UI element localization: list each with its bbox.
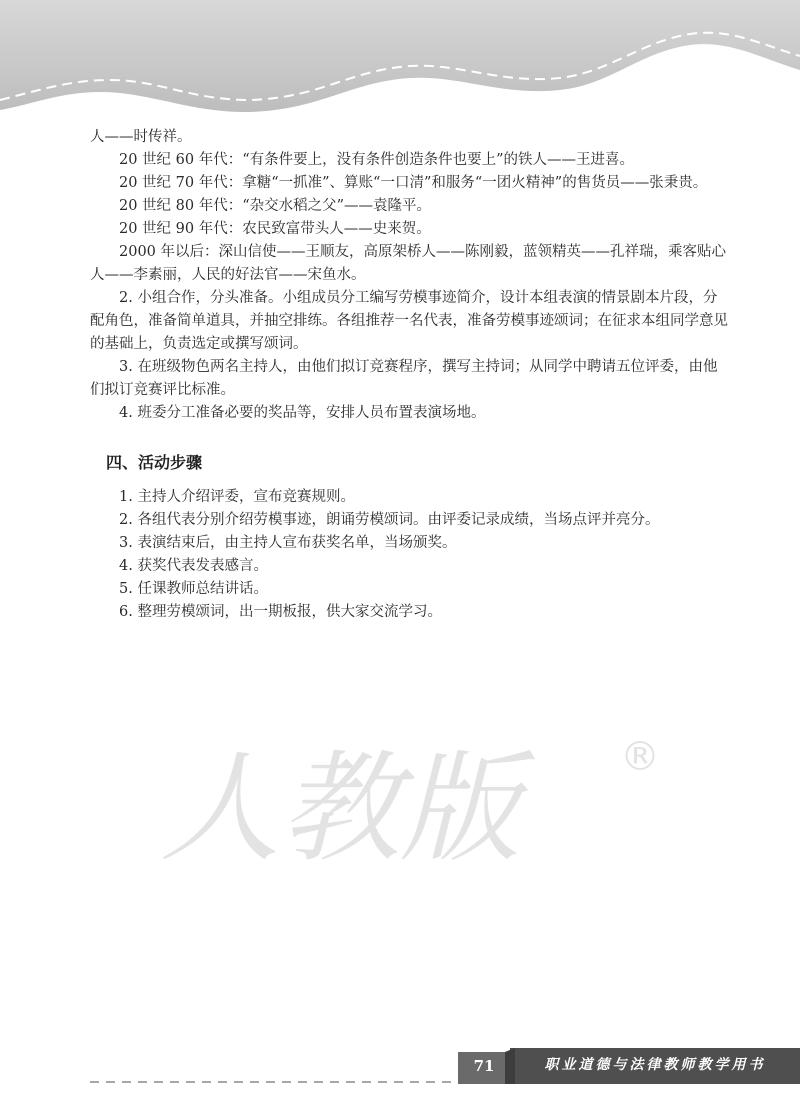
paragraph-2000s: 2000 年以后：深山信使——王顺友，高原架桥人——陈刚毅，蓝领精英——孔祥瑞，乘客贴心人——李素丽，人民的好法官——宋鱼水。 xyxy=(90,244,727,283)
paragraph-prep-2: 2. 小组合作，分头准备。小组成员分工编写劳模事迹简介，设计本组表演的情景剧本片段，分配角色，准备简单道具，并抽空排练。各组推荐一名代表，准备劳模事迹颂词；在征求本组同学意见的基础上，负责选定或撰写颂词。 xyxy=(90,290,728,352)
paragraph-1990s: 20 世纪 90 年代：农民致富带头人——史来贺。 xyxy=(119,221,431,237)
registered-mark: ® xyxy=(620,734,660,780)
page-number: 71 xyxy=(473,1057,495,1075)
step-item: 6. 整理劳模颂词，出一期板报，供大家交流学习。 xyxy=(119,604,442,620)
paragraph-prep-3: 3. 在班级物色两名主持人，由他们拟订竞赛程序，撰写主持词；从同学中聘请五位评委，由他们拟订竞赛评比标准。 xyxy=(90,359,718,398)
header-wave-decoration xyxy=(0,0,800,125)
paragraph-continuation: 人——时传祥。 xyxy=(90,129,192,145)
watermark-text: 人教版 xyxy=(160,740,520,879)
step-item: 5. 任课教师总结讲话。 xyxy=(119,581,268,597)
paragraph-1970s: 20 世纪 70 年代：拿糖“一抓准”、算账“一口清”和服务“一团火精神”的售货员——张秉贵。 xyxy=(119,175,708,191)
paragraph-1960s: 20 世纪 60 年代：“有条件要上，没有条件创造条件也要上”的铁人——王进喜。 xyxy=(119,152,635,168)
book-title-footer: 职业道德与法律教师教学用书 xyxy=(544,1057,766,1073)
paragraph-1980s: 20 世纪 80 年代：“杂交水稻之父”——袁隆平。 xyxy=(119,198,432,214)
paragraph-prep-4: 4. 班委分工准备必要的奖品等，安排人员布置表演场地。 xyxy=(119,405,486,421)
publisher-watermark-logo xyxy=(150,720,670,880)
step-item: 1. 主持人介绍评委，宣布竞赛规则。 xyxy=(119,489,355,505)
page-content xyxy=(90,126,730,624)
step-item: 3. 表演结束后，由主持人宣布获奖名单，当场颁奖。 xyxy=(119,535,457,551)
section-title: 四、活动步骤 xyxy=(106,453,203,472)
step-item: 4. 获奖代表发表感言。 xyxy=(119,558,268,574)
step-item: 2. 各组代表分别介绍劳模事迹，朗诵劳模颂词。由评委记录成绩，当场点评并亮分。 xyxy=(119,512,660,528)
